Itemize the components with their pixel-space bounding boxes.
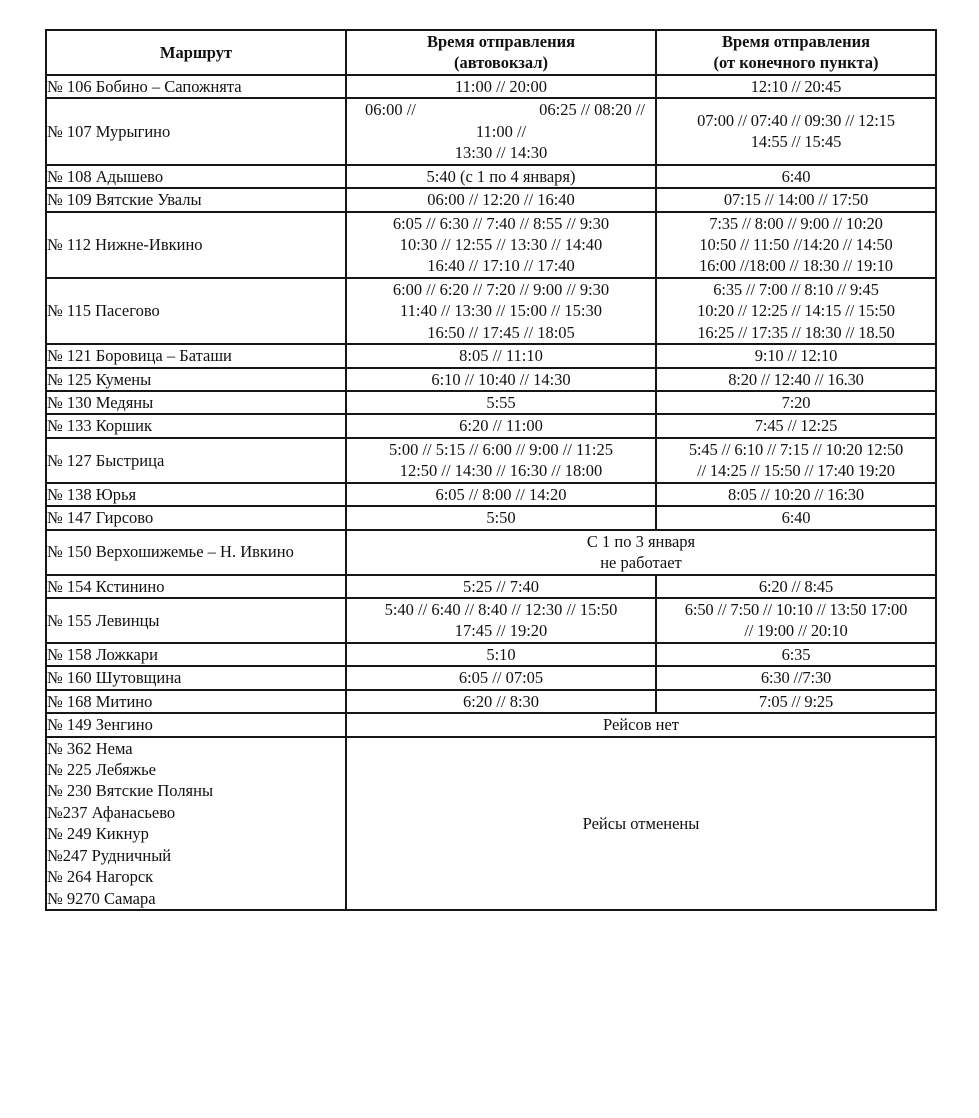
departure-terminus-cell bbox=[656, 483, 936, 506]
cancelled-status-cell: Рейсы отменены bbox=[346, 737, 936, 911]
time-line: 5:55 bbox=[486, 393, 516, 412]
table-row bbox=[46, 643, 936, 666]
cancelled-route-name: №247 Рудничный bbox=[47, 845, 172, 865]
time-line: 6:20 // 11:00 bbox=[459, 416, 543, 436]
time-line: 5:40 // 6:40 // 8:40 // 12:30 // 15:50 bbox=[384, 599, 618, 619]
departure-terminus-cell bbox=[656, 575, 936, 598]
time-line: 8:05 // 11:10 bbox=[459, 346, 543, 366]
table-row bbox=[46, 278, 936, 344]
time-line: 5:40 (с 1 по 4 января) bbox=[426, 166, 576, 186]
table-row bbox=[46, 165, 936, 188]
route-name-cell: № 106 Бобино – Сапожнята bbox=[46, 75, 346, 98]
departure-station-cell bbox=[346, 690, 656, 713]
time-line: 16:25 // 17:35 // 18:30 // 18.50 bbox=[697, 322, 895, 342]
route-name-cell: № 125 Кумены bbox=[46, 368, 346, 391]
time-line: 13:30 // 14:30 bbox=[454, 143, 548, 163]
table-row bbox=[46, 575, 936, 598]
departure-station-line2: (автовокзал) bbox=[453, 53, 549, 73]
departure-station-cell bbox=[346, 414, 656, 437]
route-name-cell: № 121 Боровица – Баташи bbox=[46, 344, 346, 367]
departure-terminus-cell bbox=[656, 165, 936, 188]
table-row bbox=[46, 414, 936, 437]
bus-schedule-table bbox=[45, 29, 937, 911]
time-line: 6:05 // 6:30 // 7:40 // 8:55 // 9:30 bbox=[392, 213, 610, 233]
time-line: 5:10 bbox=[486, 644, 516, 664]
table-row bbox=[46, 506, 936, 529]
table-row bbox=[46, 598, 936, 643]
table-row bbox=[46, 666, 936, 689]
time-line: 5:50 bbox=[486, 508, 516, 528]
time-line: 8:05 // 10:20 // 16:30 bbox=[727, 484, 865, 504]
route-name-cell: № 154 Кстинино bbox=[46, 575, 346, 598]
time-line: 07:00 // 07:40 // 09:30 // 12:15 bbox=[697, 111, 895, 131]
cancelled-route-name: № 225 Лебяжье bbox=[47, 760, 156, 779]
time-line: 17:45 // 19:20 bbox=[454, 621, 548, 641]
time-line-left: 06:00 // bbox=[365, 100, 416, 120]
time-line: Рейсов нет bbox=[603, 715, 679, 735]
departure-station-cell bbox=[346, 98, 656, 164]
table-row bbox=[46, 98, 936, 164]
time-line: 11:40 // 13:30 // 15:00 // 15:30 bbox=[400, 301, 602, 321]
departure-station-cell bbox=[346, 598, 656, 643]
time-line: // 14:25 // 15:50 // 17:40 19:20 bbox=[697, 461, 895, 481]
departure-station-cell bbox=[346, 438, 656, 483]
cancelled-route-name: № 9270 Самара bbox=[47, 888, 156, 908]
header-row bbox=[46, 30, 936, 75]
table-row bbox=[46, 212, 936, 278]
route-name-cell: № 168 Митино bbox=[46, 690, 346, 713]
time-line: 7:05 // 9:25 bbox=[758, 691, 834, 711]
time-line: 6:05 // 07:05 bbox=[458, 668, 544, 688]
departure-terminus-cell bbox=[656, 278, 936, 344]
time-line: 12:10 // 20:45 bbox=[750, 76, 842, 96]
departure-station-cell bbox=[346, 165, 656, 188]
departure-terminus-cell bbox=[656, 75, 936, 98]
departure-station-cell bbox=[346, 212, 656, 278]
time-line-justified bbox=[347, 99, 655, 120]
time-line: 07:15 // 14:00 // 17:50 bbox=[723, 190, 869, 210]
departure-station-cell bbox=[346, 666, 656, 689]
time-line: 7:35 // 8:00 // 9:00 // 10:20 bbox=[709, 213, 883, 233]
table-row bbox=[46, 391, 936, 414]
time-line: 6:20 // 8:45 bbox=[758, 576, 834, 596]
cancelled-route-name: № 264 Нагорск bbox=[47, 867, 154, 887]
time-line: 9:10 // 12:10 bbox=[754, 346, 838, 366]
departure-station-cell bbox=[346, 391, 656, 414]
time-line: С 1 по 3 января bbox=[586, 531, 696, 551]
time-line-right: 06:25 // 08:20 // bbox=[539, 100, 645, 120]
table-row bbox=[46, 713, 936, 736]
route-name-cell: № 108 Адышево bbox=[46, 165, 346, 188]
route-name-cell: № 133 Коршик bbox=[46, 414, 346, 437]
time-line: 10:20 // 12:25 // 14:15 // 15:50 bbox=[697, 301, 895, 321]
time-line: 11:00 // bbox=[475, 121, 527, 141]
route-name-cell: № 158 Ложкари bbox=[46, 643, 346, 666]
time-line: 6:20 // 8:30 bbox=[462, 691, 540, 711]
departure-terminus-cell bbox=[656, 344, 936, 367]
departure-station-cell bbox=[346, 278, 656, 344]
table-header bbox=[46, 30, 936, 75]
table-row bbox=[46, 188, 936, 211]
route-name-cell: № 130 Медяны bbox=[46, 391, 346, 414]
route-name-cell: № 149 Зенгино bbox=[46, 713, 346, 736]
time-line: 16:40 // 17:10 // 17:40 bbox=[427, 256, 575, 276]
time-line: 6:35 // 7:00 // 8:10 // 9:45 bbox=[713, 279, 879, 299]
route-name-cell: № 107 Мурыгино bbox=[46, 98, 346, 164]
time-line: 12:50 // 14:30 // 16:30 // 18:00 bbox=[399, 461, 603, 481]
time-line: 14:55 // 15:45 bbox=[750, 132, 842, 152]
departure-terminus-cell bbox=[656, 368, 936, 391]
time-line: 16:50 // 17:45 // 18:05 bbox=[427, 322, 575, 342]
time-line: 6:40 bbox=[781, 508, 811, 528]
departure-terminus-cell bbox=[656, 506, 936, 529]
departure-station-line1: Время отправления bbox=[426, 32, 576, 51]
route-name-cell: № 147 Гирсово bbox=[46, 506, 346, 529]
column-header-departure-terminus bbox=[656, 30, 936, 75]
time-line: 6:35 bbox=[781, 644, 811, 664]
table-row bbox=[46, 530, 936, 575]
time-line: 5:25 // 7:40 bbox=[462, 576, 540, 596]
time-line: 06:00 // 12:20 // 16:40 bbox=[427, 190, 575, 210]
departure-terminus-cell bbox=[656, 414, 936, 437]
table-row bbox=[46, 344, 936, 367]
time-line: 5:00 // 5:15 // 6:00 // 9:00 // 11:25 bbox=[389, 439, 613, 459]
column-header-route: Маршрут bbox=[46, 30, 346, 75]
time-line: // 19:00 // 20:10 bbox=[744, 621, 848, 641]
route-name-cell: № 112 Нижне-Ивкино bbox=[46, 212, 346, 278]
time-line: 6:00 // 6:20 // 7:20 // 9:00 // 9:30 bbox=[392, 279, 610, 299]
departure-terminus-line1: Время отправления bbox=[721, 32, 871, 51]
departure-station-cell bbox=[346, 368, 656, 391]
time-line: 7:20 bbox=[781, 393, 811, 412]
departure-station-cell bbox=[346, 643, 656, 666]
departure-terminus-cell bbox=[656, 598, 936, 643]
route-note-cell bbox=[346, 530, 936, 575]
time-line: 6:05 // 8:00 // 14:20 bbox=[435, 484, 567, 504]
time-line: 10:30 // 12:55 // 13:30 // 14:40 bbox=[399, 234, 603, 254]
route-name-cell: № 109 Вятские Увалы bbox=[46, 188, 346, 211]
table-row bbox=[46, 75, 936, 98]
departure-station-cell bbox=[346, 188, 656, 211]
time-line: 6:30 //7:30 bbox=[760, 668, 832, 688]
route-name-cell: № 150 Верхошижемье – Н. Ивкино bbox=[46, 530, 346, 575]
departure-station-cell bbox=[346, 506, 656, 529]
time-line: 6:50 // 7:50 // 10:10 // 13:50 17:00 bbox=[684, 599, 908, 619]
departure-terminus-cell bbox=[656, 643, 936, 666]
departure-terminus-cell bbox=[656, 188, 936, 211]
route-name-cell: № 127 Быстрица bbox=[46, 438, 346, 483]
time-line: 5:45 // 6:10 // 7:15 // 10:20 12:50 bbox=[688, 439, 904, 459]
cancelled-route-name: № 230 Вятские Поляны bbox=[47, 781, 214, 801]
departure-station-cell bbox=[346, 75, 656, 98]
departure-terminus-cell bbox=[656, 438, 936, 483]
departure-terminus-cell bbox=[656, 690, 936, 713]
route-note-cell bbox=[346, 713, 936, 736]
cancelled-route-name: № 249 Кикнур bbox=[47, 824, 149, 844]
route-name-cell: № 138 Юрья bbox=[46, 483, 346, 506]
route-name-cell: № 160 Шутовщина bbox=[46, 666, 346, 689]
route-name-cell: № 115 Пасегово bbox=[46, 278, 346, 344]
time-line: 7:45 // 12:25 bbox=[754, 416, 838, 436]
departure-station-cell bbox=[346, 483, 656, 506]
table-row bbox=[46, 483, 936, 506]
time-line: 6:40 bbox=[781, 166, 811, 186]
table-row bbox=[46, 438, 936, 483]
departure-terminus-cell bbox=[656, 391, 936, 414]
table-body bbox=[46, 75, 936, 910]
cancelled-routes-row bbox=[46, 737, 936, 911]
departure-terminus-line2: (от конечного пункта) bbox=[713, 53, 879, 73]
departure-terminus-cell bbox=[656, 666, 936, 689]
route-name-cell: № 155 Левинцы bbox=[46, 598, 346, 643]
cancelled-route-name: №237 Афанасьево bbox=[47, 802, 176, 822]
column-header-departure-station bbox=[346, 30, 656, 75]
time-line: не работает bbox=[600, 553, 682, 573]
departure-station-cell bbox=[346, 344, 656, 367]
time-line: 8:20 // 12:40 // 16.30 bbox=[728, 369, 864, 389]
time-line: 16:00 //18:00 // 18:30 // 19:10 bbox=[699, 256, 893, 276]
time-line: 11:00 // 20:00 bbox=[455, 76, 547, 96]
cancelled-route-list bbox=[46, 737, 346, 911]
time-line: 10:50 // 11:50 //14:20 // 14:50 bbox=[699, 234, 893, 254]
table-row bbox=[46, 690, 936, 713]
table-row bbox=[46, 368, 936, 391]
departure-terminus-cell bbox=[656, 98, 936, 164]
cancelled-route-name: № 362 Нема bbox=[47, 738, 133, 758]
time-line: 6:10 // 10:40 // 14:30 bbox=[431, 369, 571, 389]
departure-station-cell bbox=[346, 575, 656, 598]
departure-terminus-cell bbox=[656, 212, 936, 278]
